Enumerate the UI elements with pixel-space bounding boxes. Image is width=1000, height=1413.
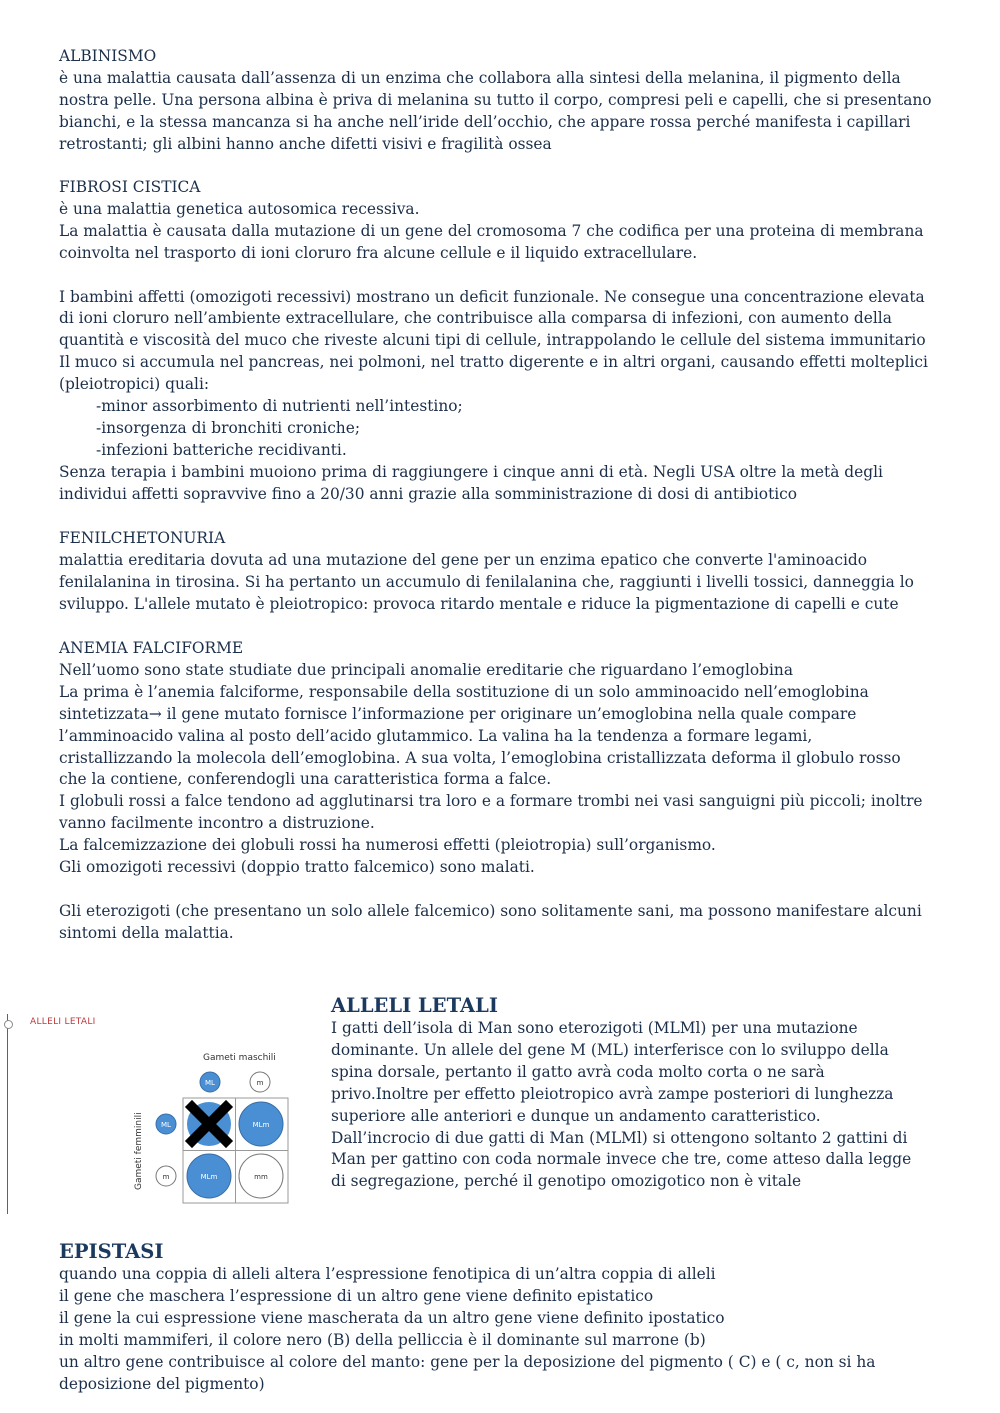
cell-label: mm (254, 1173, 268, 1181)
paragraph-line: spina dorsale, pertanto il gatto avrà coda molto corta o ne sarà (331, 1062, 825, 1081)
paragraph-line: superiore alle anteriori e dunque un andamento caratteristico. (331, 1106, 821, 1125)
female-gamete-label: ML (161, 1121, 171, 1129)
paragraph-line: retrostanti; gli albini hanno anche difetti visivi e fragilità ossea (59, 134, 552, 153)
paragraph-line: Il muco si accumula nel pancreas, nei polmoni, nel tratto digerente e in altri organi, causando effetti molteplici (59, 353, 928, 372)
paragraph-line: quando una coppia di alleli altera l’espressione fenotipica di un’altra coppia di alleli (59, 1265, 716, 1283)
paragraph-line: sintetizzata→ il gene mutato fornisce l’informazione per originare un’emoglobina nella quale compare (59, 704, 857, 723)
blank-line (59, 879, 884, 901)
paragraph-line: sviluppo. L'allele mutato è pleiotropico: provoca ritardo mentale e riduce la pigmentazione di capelli e cute (59, 594, 899, 613)
paragraph-line: privo.Inoltre per effetto pleiotropico avrà zampe posteriori di lunghezza (331, 1084, 894, 1103)
paragraph-line: vanno facilmente incontro a distruzione. (59, 814, 375, 833)
paragraph-line: Gli omozigoti recessivi (doppio tratto falcemico) sono malati. (59, 858, 535, 877)
alleli-title: ALLELI LETALI (331, 994, 499, 1017)
blank-line (59, 265, 884, 287)
paragraph-line: I globuli rossi a falce tendono ad agglutinarsi tra loro e a formare trombi nei vasi sanguigni più piccoli; inoltre (59, 792, 923, 811)
paragraph-line: I bambini affetti (omozigoti recessivi) mostrano un deficit funzionale. Ne consegue una concentrazione elevata (59, 287, 925, 306)
epistasi-title: EPISTASI (59, 1240, 164, 1263)
paragraph-line: malattia ereditaria dovuta ad una mutazione del gene per un enzima epatico che converte l'aminoacido (59, 550, 867, 569)
paragraph-line: La prima è l’anemia falciforme, responsabile della sostituzione di un solo amminoacido nell’emoglobina (59, 682, 869, 701)
section-anemia-falciforme (59, 638, 923, 945)
paragraph-line: individui affetti sopravvive fino a 20/30 anni grazie alla somministrazione di dosi di antibiotico (59, 484, 798, 503)
paragraph-line: è una malattia genetica autosomica recessiva. (59, 199, 420, 218)
fibrosi-title: FIBROSI CISTICA (59, 178, 201, 196)
diagram-label: ALLELI LETALI (30, 1017, 96, 1027)
paragraph-line: Gli eterozigoti (che presentano un solo allele falcemico) sono solitamente sani, ma possono manifestare alcuni (59, 901, 922, 920)
cell-label: MLm (252, 1121, 270, 1129)
paragraph-line: fenilalanina in tirosina. Si ha pertanto un accumulo di fenilalanina che, raggiunti i livelli tossici, danneggia lo (59, 572, 914, 591)
paragraph-line: è una malattia causata dall’assenza di un enzima che collabora alla sintesi della melanina, il pigmento della (59, 68, 901, 87)
paragraph-line: di ioni cloruro nell’ambiente extracellulare, che contribuisce alla comparsa di infezioni, con aumento della (59, 309, 892, 328)
section-albinismo (59, 46, 932, 156)
female-gametes-caption: Gameti femminili (134, 1112, 144, 1190)
bullet-item: -insorgenza di bronchiti croniche; (96, 418, 361, 437)
paragraph-line: quantità e viscosità del muco che riveste alcuni tipi di cellule, intrappolando le cellule del sistema immunitario (59, 331, 926, 350)
female-gamete-label: m (162, 1173, 170, 1181)
paragraph-line: coinvolta nel trasporto di ioni cloruro fra alcune cellule e il liquido extracellulare. (59, 243, 698, 262)
male-gamete-label: ML (205, 1079, 215, 1087)
bullet-item: -infezioni batteriche recidivanti. (96, 440, 347, 459)
paragraph-line: il gene che maschera l’espressione di un altro gene viene definito epistatico (59, 1286, 654, 1305)
paragraph-line: di segregazione, perché il genotipo omozigotico non è vitale (331, 1172, 802, 1191)
albinismo-title: ALBINISMO (59, 47, 157, 65)
paragraph-line: bianchi, e la stessa mancanza si ha anche nell’iride dell’occhio, che appare rossa perché manifesta i capillari (59, 112, 911, 131)
male-gametes-caption: Gameti maschili (203, 1053, 276, 1063)
paragraph-line: in molti mammiferi, il colore nero (B) della pelliccia è il dominante sul marrone (b) (59, 1330, 706, 1349)
paragraph-line: un altro gene contribuisce al colore del manto: gene per la deposizione del pigmento ( C) e ( c, non si ha (59, 1352, 876, 1371)
section-fibrosi-cistica (59, 177, 928, 506)
anemia-title: ANEMIA FALCIFORME (59, 639, 244, 657)
paragraph-line: Nell’uomo sono state studiate due principali anomalie ereditarie che riguardano l’emoglobina (59, 660, 794, 679)
section-alleli-letali (331, 994, 912, 1193)
paragraph-line: sintomi della malattia. (59, 923, 234, 942)
paragraph-line: il gene la cui espressione viene mascherata da un altro gene viene definito ipostatico (59, 1308, 725, 1327)
paragraph-line: I gatti dell’isola di Man sono eterozigoti (MLMl) per una mutazione (331, 1019, 858, 1037)
paragraph-line: nostra pelle. Una persona albina è priva di melanina su tutto il corpo, compresi peli e capelli, che si presentano (59, 90, 932, 109)
paragraph-line: Senza terapia i bambini muoiono prima di raggiungere i cinque anni di età. Negli USA oltre la metà degli (59, 462, 883, 481)
section-fenilchetonuria (59, 528, 914, 616)
paragraph-line: che la contiene, conferendogli una caratteristica forma a falce. (59, 770, 552, 789)
male-gamete-label: m (256, 1079, 264, 1087)
fenil-title: FENILCHETONURIA (59, 529, 226, 547)
bullet-item: -minor assorbimento di nutrienti nell’intestino; (96, 397, 463, 416)
paragraph-line: (pleiotropici) quali: (59, 375, 210, 394)
paragraph-line: deposizione del pigmento) (59, 1374, 265, 1393)
paragraph-line: La falcemizzazione dei globuli rossi ha numerosi effetti (pleiotropia) sull’organismo. (59, 836, 716, 855)
punnett-svg (0, 1010, 310, 1225)
paragraph-line: Dall’incrocio di due gatti di Man (MLMl) si ottengono soltanto 2 gattini di (331, 1128, 908, 1147)
paragraph-line: dominante. Un allele del gene M (ML) interferisce con lo sviluppo della (331, 1040, 889, 1059)
paragraph-line: l’amminoacido valina al posto dell’acido glutammico. La valina ha la tendenza a formare legami, (59, 726, 813, 745)
paragraph-line: La malattia è causata dalla mutazione di un gene del cromosoma 7 che codifica per una proteina di membrana (59, 221, 924, 240)
paragraph-line: cristallizzando la molecola dell’emoglobina. A sua volta, l’emoglobina cristallizzata deforma il globulo rosso (59, 748, 901, 767)
section-epistasi (59, 1240, 884, 1395)
cell-label: MLm (200, 1173, 218, 1181)
paragraph-line: Man per gattino con coda normale invece che tre, come atteso dalla legge (331, 1150, 912, 1169)
punnett-diagram (0, 1010, 310, 1225)
